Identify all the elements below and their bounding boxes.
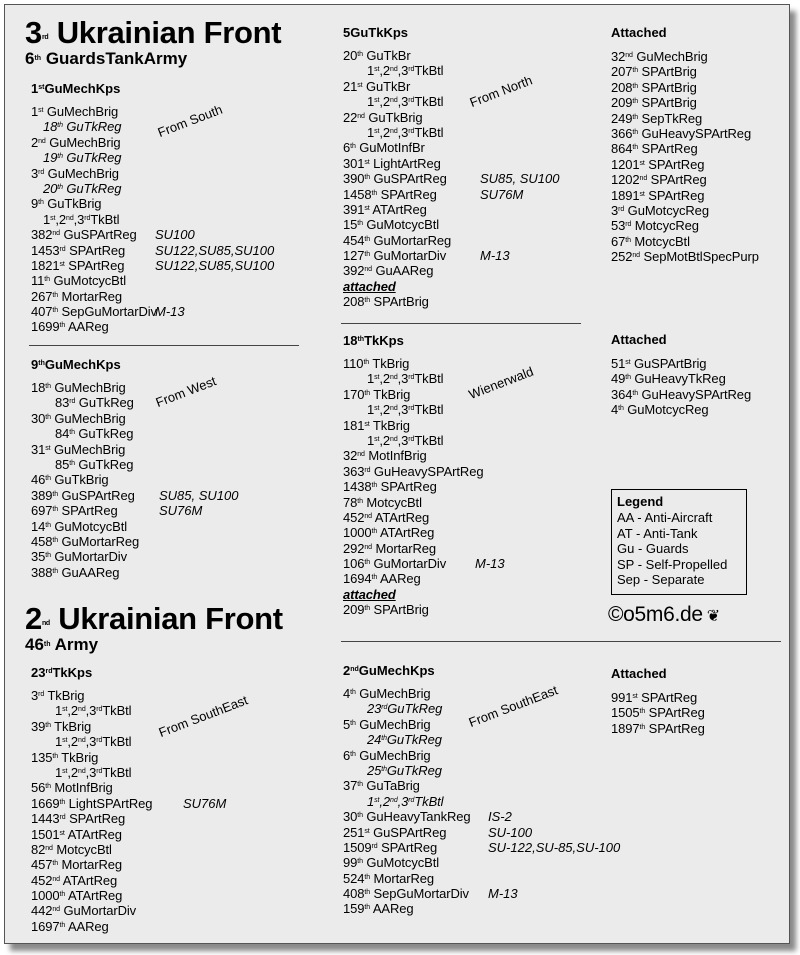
- unit-entry: 1699th AAReg: [31, 319, 109, 335]
- unit-entry: 4th GuMechBrig: [343, 686, 431, 701]
- unit-entry: 82nd MotcycBtl: [31, 841, 112, 857]
- unit-entry: 458th GuMortarReg: [31, 533, 140, 549]
- unit-header-2gumechkps: 2ndGuMechKps: [343, 663, 435, 678]
- unit-entry: 22nd GuTkBrig: [343, 109, 423, 125]
- unit-entry: 366th GuHeavySPArtReg: [611, 125, 752, 141]
- legend-item: Sep - Separate: [617, 572, 705, 588]
- vehicle-note: SU122,SU85,SU100: [155, 242, 275, 258]
- unit-entry: 53rd MotcycReg: [611, 218, 699, 234]
- front-title-2nd-ukrainian: 2nd Ukrainian Front: [25, 601, 283, 636]
- unit-entry: 209th SPArtBrig: [343, 602, 429, 618]
- unit-entry: 697th SPArtReg: [31, 503, 118, 519]
- unit-entry: 1st,2nd,3rdTkBtl: [55, 734, 132, 750]
- unit-entry: 390th GuSPArtReg: [343, 171, 447, 187]
- unit-header-5gutkkps: 5GuTkKps: [343, 25, 409, 40]
- direction-label: From SouthEast: [156, 692, 250, 740]
- unit-entry: 1202nd SPArtReg: [611, 172, 707, 188]
- unit-entry: 1694th AAReg: [343, 571, 421, 587]
- army-title-46th: 46th Army: [25, 635, 99, 654]
- unit-list: [343, 356, 483, 618]
- unit-entry: 442nd GuMortarDiv: [31, 903, 137, 919]
- copyright-mark: [608, 603, 720, 627]
- unit-entry: 24thGuTkReg: [367, 732, 442, 748]
- unit-entry: 208th SPArtBrig: [343, 294, 429, 310]
- vehicle-note: SU100: [155, 227, 195, 243]
- unit-list: [611, 356, 751, 418]
- order-of-battle-sheet: [4, 4, 790, 944]
- unit-entry: 1st,2nd,3rdTkBtl: [367, 432, 444, 448]
- unit-entry: 452nd ATArtReg: [343, 509, 430, 525]
- unit-entry: 39th TkBrig: [31, 718, 92, 734]
- unit-entry: 15th GuMotcycBtl: [343, 217, 440, 233]
- unit-entry: 1000th ATArtReg: [343, 525, 435, 541]
- legend-item: Gu - Guards: [617, 541, 689, 557]
- unit-entry: 14th GuMotcycBtl: [31, 518, 128, 534]
- unit-entry: 1st GuMechBrig: [31, 104, 119, 119]
- unit-entry: 3rd GuMechBrig: [31, 165, 119, 181]
- unit-entry: 78th MotcycBtl: [343, 494, 422, 510]
- unit-entry: 249th SepTkReg: [611, 110, 703, 126]
- divider-middle-upper: [341, 323, 581, 324]
- unit-list: [31, 380, 139, 580]
- direction-label: Wienerwald: [466, 363, 536, 402]
- unit-entry: 135th TkBrig: [31, 749, 99, 765]
- unit-entry: 106th GuMortarDiv: [343, 556, 447, 572]
- unit-entry: 127th GuMortarDiv: [343, 248, 447, 264]
- unit-list: [611, 49, 759, 264]
- legend-title: Legend: [617, 494, 664, 509]
- unit-entry: 301st LightArtReg: [343, 155, 441, 171]
- direction-label: From West: [153, 373, 219, 410]
- army-title-6th-guards-tank: 6th GuardsTankArmy: [25, 49, 188, 68]
- vehicle-note: M-13: [480, 248, 510, 264]
- vehicle-note: SU76M: [159, 503, 203, 519]
- unit-entry: 252nd SepMotBtlSpecPurp: [611, 249, 759, 265]
- unit-entry: 391st ATArtReg: [343, 201, 427, 217]
- unit-entry: 2nd GuMechBrig: [31, 134, 121, 150]
- unit-header-attached: Attached: [611, 332, 667, 347]
- unit-entry: 30th GuMechBrig: [31, 410, 126, 426]
- unit-header-18tkkps: 18thTkKps: [343, 333, 404, 348]
- unit-entry: 18th GuTkReg: [43, 119, 122, 135]
- front-title-3rd-ukrainian: 3rd Ukrainian Front: [25, 15, 282, 50]
- direction-label: From South: [155, 101, 225, 140]
- unit-entry: 1501st ATArtReg: [31, 826, 122, 842]
- unit-entry: 46th GuTkBrig: [31, 472, 109, 488]
- legend-item: AA - Anti-Aircraft: [617, 510, 713, 525]
- copyright-text: ©o5m6.de: [608, 603, 703, 626]
- unit-entry: 864th SPArtReg: [611, 141, 698, 157]
- unit-entry: 392nd GuAAReg: [343, 263, 434, 279]
- unit-entry: 267th MortarReg: [31, 288, 123, 304]
- unit-entry: 991st SPArtReg: [611, 690, 698, 705]
- unit-entry: 21st GuTkBr: [343, 78, 411, 94]
- vehicle-note: SU85, SU100: [159, 487, 239, 503]
- unit-header-attached: Attached: [611, 25, 667, 40]
- unit-entry: 9th GuTkBrig: [31, 196, 102, 212]
- divider-lower-right: [341, 641, 781, 642]
- unit-entry: 85th GuTkReg: [55, 456, 134, 472]
- vehicle-note: M-13: [488, 886, 518, 902]
- unit-list: [343, 48, 451, 310]
- unit-entry: 251st GuSPArtReg: [343, 824, 447, 840]
- unit-entry: 32nd MotInfBrig: [343, 448, 427, 464]
- unit-entry: 159th AAReg: [343, 901, 414, 917]
- bird-icon: ❦: [706, 608, 720, 625]
- unit-entry: 1000th ATArtReg: [31, 888, 123, 904]
- attached-label: attached: [343, 278, 396, 294]
- unit-entry: 20th GuTkReg: [43, 180, 122, 196]
- unit-entry: 1697th AAReg: [31, 918, 109, 934]
- unit-entry: 18th GuMechBrig: [31, 380, 126, 395]
- unit-entry: 208th SPArtBrig: [611, 79, 697, 95]
- unit-entry: 1669th LightSPArtReg: [31, 795, 153, 811]
- unit-entry: 67th MotcycBtl: [611, 233, 690, 249]
- unit-list: [31, 688, 152, 934]
- unit-entry: 1st,2nd,3rdTkBtl: [367, 371, 444, 387]
- unit-header-9gumechkps: 9thGuMechKps: [31, 357, 121, 372]
- vehicle-note: SU85, SU100: [480, 171, 560, 187]
- unit-entry: 388th GuAAReg: [31, 564, 120, 580]
- unit-entry: 1509rd SPArtReg: [343, 839, 438, 855]
- unit-entry: 30th GuHeavyTankReg: [343, 809, 471, 825]
- unit-entry: 382nd GuSPArtReg: [31, 227, 137, 243]
- vehicle-note: SU-100: [488, 824, 533, 840]
- unit-entry: 6th GuMechBrig: [343, 747, 431, 763]
- unit-entry: 1st,2nd,3rdTkBtl: [43, 211, 120, 227]
- legend-item: AT - Anti-Tank: [617, 525, 698, 541]
- vehicle-note: IS-2: [488, 809, 512, 825]
- unit-entry: 84th GuTkReg: [55, 426, 134, 442]
- unit-entry: 83rd GuTkReg: [55, 395, 134, 411]
- unit-entry: 452nd ATArtReg: [31, 872, 118, 888]
- unit-entry: 5th GuMechBrig: [343, 716, 431, 732]
- unit-entry: 4th GuMotcycReg: [611, 402, 709, 418]
- unit-entry: 454th GuMortarReg: [343, 232, 452, 248]
- unit-entry: 1453rd SPArtReg: [31, 242, 126, 258]
- unit-entry: 3rd GuMotcycReg: [611, 202, 709, 218]
- direction-label: From North: [467, 72, 535, 110]
- unit-entry: 407th SepGuMortarDiv: [31, 304, 157, 320]
- unit-entry: 1201st SPArtReg: [611, 156, 705, 172]
- unit-header-attached: Attached: [611, 666, 667, 681]
- unit-entry: 292nd MortarReg: [343, 540, 437, 556]
- unit-entry: 1st,2nd,3rdTkBtl: [367, 793, 444, 809]
- unit-entry: 408th SepGuMortarDiv: [343, 886, 469, 902]
- attached-label: attached: [343, 586, 396, 602]
- unit-entry: 32nd GuMechBrig: [611, 49, 708, 64]
- unit-header-1gumechkps: 1stGuMechKps: [31, 81, 121, 96]
- unit-entry: 457th MortarReg: [31, 857, 123, 873]
- legend-list: [617, 510, 746, 588]
- unit-entry: 35th GuMortarDiv: [31, 549, 127, 565]
- unit-entry: 110th TkBrig: [343, 356, 410, 371]
- unit-entry: 23rdGuTkReg: [367, 701, 443, 717]
- unit-entry: 31st GuMechBrig: [31, 441, 126, 457]
- legend-box: [611, 489, 747, 595]
- unit-entry: 1st,2nd,3rdTkBtl: [367, 63, 444, 79]
- unit-entry: 25thGuTkReg: [367, 762, 442, 778]
- unit-entry: 11th GuMotcycBtl: [31, 273, 127, 289]
- unit-entry: 19th GuTkReg: [43, 150, 122, 166]
- unit-entry: 49th GuHeavyTkReg: [611, 371, 726, 387]
- unit-entry: 37th GuTaBrig: [343, 778, 420, 794]
- unit-list: [343, 686, 471, 917]
- unit-list: [31, 104, 157, 335]
- unit-entry: 1443rd SPArtReg: [31, 811, 126, 827]
- unit-entry: 99th GuMotcycBtl: [343, 855, 440, 871]
- unit-entry: 1897th SPArtReg: [611, 720, 705, 736]
- unit-entry: 170th TkBrig: [343, 386, 411, 402]
- unit-entry: 524th MortarReg: [343, 870, 435, 886]
- unit-entry: 56th MotInfBrig: [31, 780, 113, 796]
- vehicle-note: M-13: [475, 556, 505, 572]
- unit-entry: 181st TkBrig: [343, 417, 410, 433]
- unit-entry: 209th SPArtBrig: [611, 95, 697, 111]
- unit-entry: 1st,2nd,3rdTkBtl: [55, 703, 132, 719]
- vehicle-note: SU122,SU85,SU100: [155, 258, 275, 273]
- unit-entry: 1st,2nd,3rdTkBtl: [367, 124, 444, 140]
- unit-entry: 1821st SPArtReg: [31, 257, 125, 273]
- unit-entry: 1st,2nd,3rdTkBtl: [55, 764, 132, 780]
- unit-entry: 20th GuTkBr: [343, 48, 411, 63]
- unit-entry: 51st GuSPArtBrig: [611, 356, 707, 371]
- legend-item: SP - Self-Propelled: [617, 556, 728, 572]
- unit-entry: 1458th SPArtReg: [343, 186, 437, 202]
- vehicle-note: SU76M: [183, 795, 227, 811]
- unit-entry: 207th SPArtBrig: [611, 64, 697, 80]
- unit-entry: 1st,2nd,3rdTkBtl: [367, 94, 444, 110]
- unit-entry: 363rd GuHeavySPArtReg: [343, 463, 484, 479]
- unit-entry: 6th GuMotInfBr: [343, 140, 425, 156]
- vehicle-note: M-13: [155, 304, 185, 320]
- vehicle-note: SU-122,SU-85,SU-100: [488, 840, 621, 855]
- unit-entry: 364th GuHeavySPArtReg: [611, 386, 752, 402]
- unit-entry: 1505th SPArtReg: [611, 705, 705, 721]
- divider-left-upper: [29, 345, 299, 346]
- unit-entry: 1438th SPArtReg: [343, 479, 437, 495]
- vehicle-note: SU76M: [480, 186, 524, 202]
- unit-entry: 1st,2nd,3rdTkBtl: [367, 402, 444, 418]
- unit-entry: 389th GuSPArtReg: [31, 487, 135, 503]
- unit-header-23tkkps: 23rdTkKps: [31, 665, 93, 680]
- unit-entry: 3rd TkBrig: [31, 688, 85, 703]
- unit-entry: 1891st SPArtReg: [611, 187, 705, 203]
- direction-label: From SouthEast: [466, 682, 560, 730]
- unit-list: [611, 690, 705, 736]
